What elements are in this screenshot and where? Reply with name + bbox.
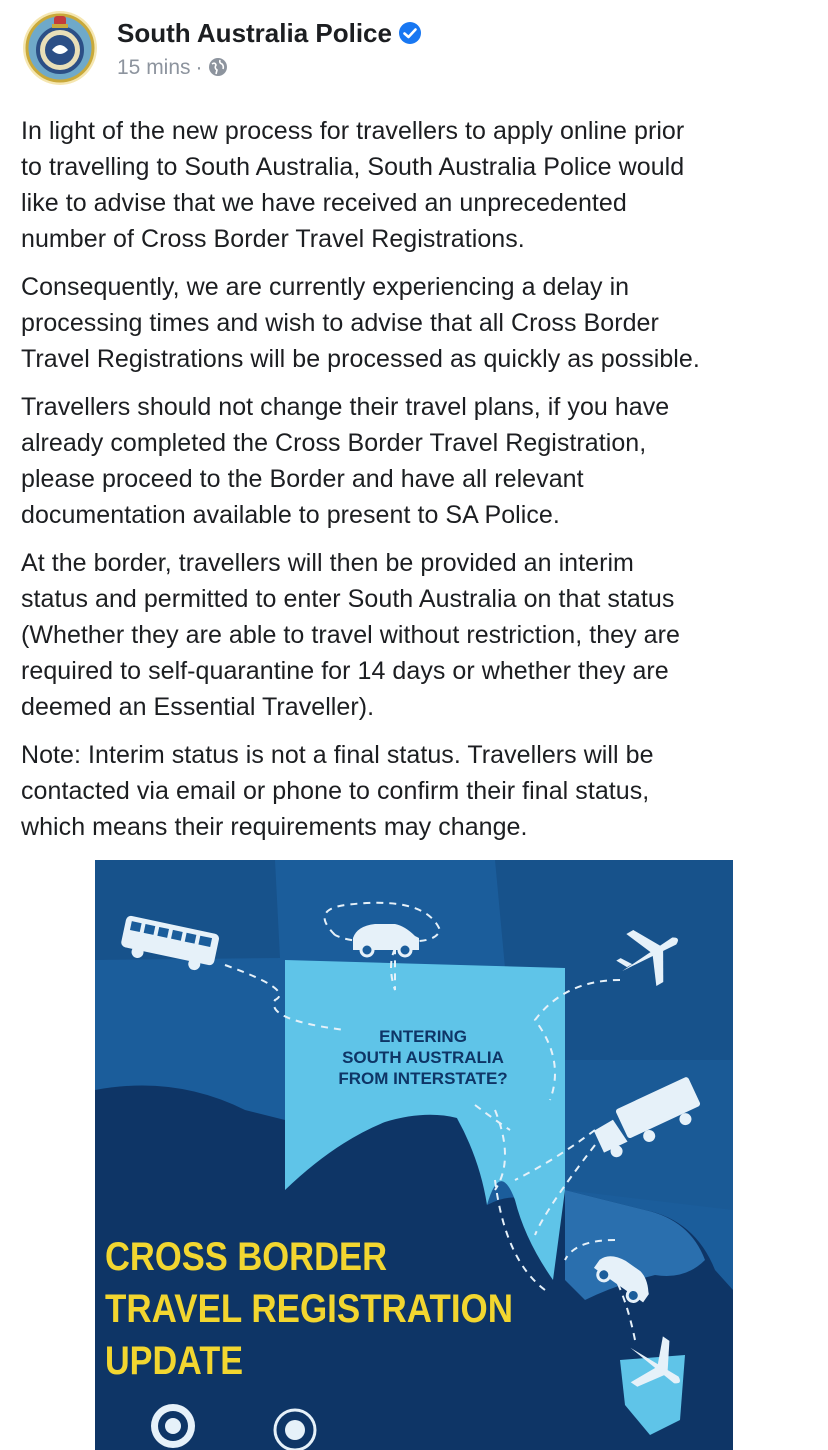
headline-line-3: UPDATE: [105, 1339, 243, 1383]
map-caption-line-1: ENTERING: [379, 1027, 467, 1046]
post-meta: [117, 56, 228, 80]
map-caption-line-3: FROM INTERSTATE?: [338, 1069, 508, 1088]
meta-separator: ·: [195, 56, 203, 79]
post-paragraph-3: Travellers should not change their travel plans, if you have already completed the Cross Border Travel Registration, please proceed to the Border and have all relevant documentation available to present to SA Police.: [21, 393, 670, 529]
cross-border-infographic: [95, 860, 733, 1450]
headline-line-1: CROSS BORDER: [105, 1235, 388, 1279]
post-paragraph-4: At the border, travellers will then be provided an interim status and permitted to enter South Australia on that status (Whether they are able to travel without restriction, they are required to self-quarantine for 14 days or whether they are deemed an Essential Traveller).: [21, 549, 680, 721]
headline-line-2: TRAVEL REGISTRATION: [105, 1287, 513, 1331]
post-paragraph-1: In light of the new process for travellers to apply online prior to travelling to South Australia, South Australia Police would like to advise that we have received an unprecedented number of Cross Border Travel Registrations.: [21, 117, 685, 253]
post-image[interactable]: [95, 860, 733, 1450]
post-header: [0, 0, 828, 100]
post-paragraph-5: Note: Interim status is not a final status. Travellers will be contacted via email or phone to confirm their final status, which means their requirements may change.: [21, 741, 654, 841]
sa-police-badge-avatar[interactable]: [22, 10, 98, 86]
globe-icon[interactable]: [208, 57, 228, 77]
verified-badge-icon: [398, 21, 422, 45]
sapol-logo-icon: [151, 1404, 195, 1448]
post-timestamp[interactable]: 15 mins: [117, 56, 191, 79]
page-name[interactable]: [117, 18, 422, 49]
page-name-text[interactable]: South Australia Police: [117, 18, 392, 48]
post-text: [21, 113, 821, 857]
post-paragraph-2: Consequently, we are currently experiencing a delay in processing times and wish to advise that all Cross Border Travel Registrations will be processed as quickly as possible.: [21, 273, 700, 373]
map-caption-line-2: SOUTH AUSTRALIA: [342, 1048, 504, 1067]
